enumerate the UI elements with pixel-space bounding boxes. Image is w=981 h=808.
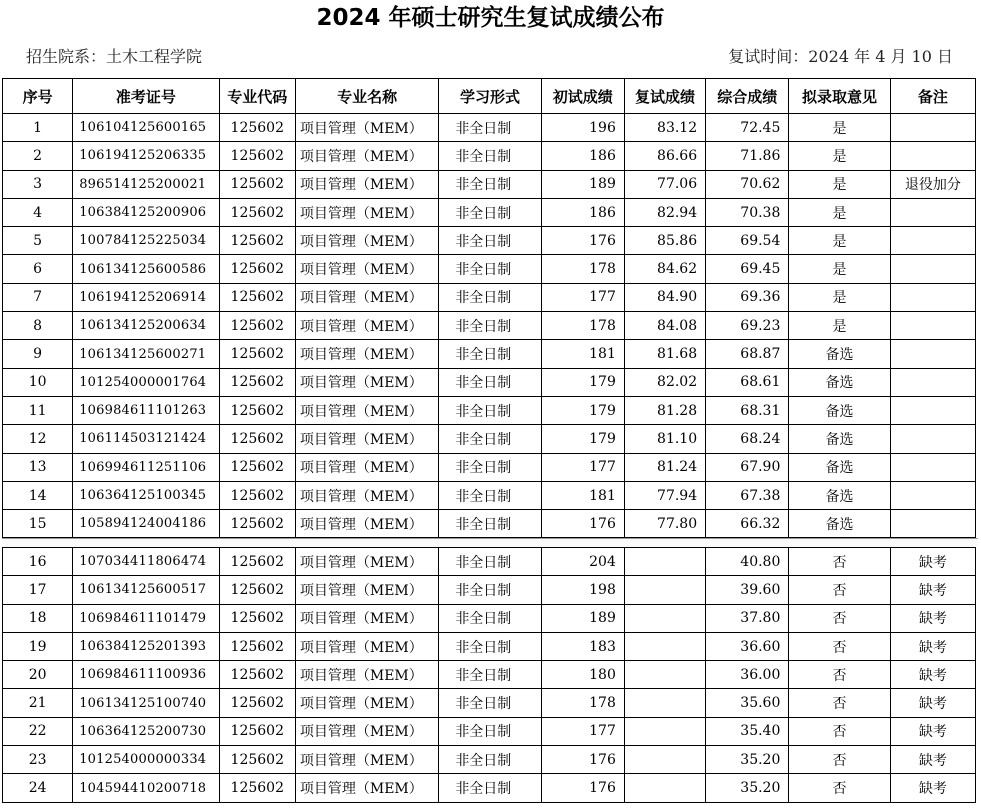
cell-exam-id: 106984611101479 [73, 604, 219, 632]
cell-exam-id: 896514125200021 [73, 170, 219, 198]
cell-total-score: 67.90 [706, 453, 789, 481]
cell-exam-id: 106194125206335 [73, 142, 219, 170]
cell-admission-decision: 否 [789, 689, 890, 717]
cell-retest-score [624, 774, 705, 802]
cell-major-name: 项目管理（MEM） [295, 283, 438, 311]
cell-initial-score: 196 [541, 114, 624, 142]
cell-idx: 5 [3, 227, 73, 255]
cell-retest-score [624, 746, 705, 774]
cell-retest-score: 84.62 [624, 255, 705, 283]
cell-idx: 8 [3, 312, 73, 340]
table-row [3, 453, 976, 481]
cell-admission-decision: 是 [789, 283, 890, 311]
cell-initial-score: 177 [541, 283, 624, 311]
table-row [3, 481, 976, 509]
cell-study-mode: 非全日制 [439, 661, 541, 689]
table-row [3, 774, 976, 802]
header-major-name: 专业名称 [295, 79, 438, 114]
cell-note: 缺考 [890, 661, 975, 689]
cell-major-name: 项目管理（MEM） [295, 340, 438, 368]
cell-total-score: 37.80 [706, 604, 789, 632]
results-table-top [2, 78, 976, 538]
cell-exam-id: 106364125100345 [73, 481, 219, 509]
cell-idx: 1 [3, 114, 73, 142]
cell-note [890, 481, 975, 509]
table-row [3, 661, 976, 689]
cell-admission-decision: 备选 [789, 340, 890, 368]
cell-exam-id: 106134125100740 [73, 689, 219, 717]
table-row [3, 425, 976, 453]
cell-note [890, 368, 975, 396]
cell-note: 退役加分 [890, 170, 975, 198]
cell-study-mode: 非全日制 [439, 481, 541, 509]
table-row [3, 510, 976, 538]
header-total-score: 综合成绩 [706, 79, 789, 114]
cell-initial-score: 181 [541, 340, 624, 368]
cell-admission-decision: 备选 [789, 368, 890, 396]
cell-exam-id: 101254000001764 [73, 368, 219, 396]
cell-major-code: 125602 [219, 283, 295, 311]
cell-exam-id: 106134125200634 [73, 312, 219, 340]
cell-total-score: 72.45 [706, 114, 789, 142]
cell-admission-decision: 是 [789, 227, 890, 255]
cell-note [890, 510, 975, 538]
table-row [3, 396, 976, 424]
cell-major-code: 125602 [219, 227, 295, 255]
cell-idx: 13 [3, 453, 73, 481]
cell-major-name: 项目管理（MEM） [295, 632, 438, 660]
cell-exam-id: 106984611101263 [73, 396, 219, 424]
cell-major-name: 项目管理（MEM） [295, 227, 438, 255]
cell-note: 缺考 [890, 717, 975, 745]
cell-initial-score: 177 [541, 717, 624, 745]
cell-study-mode: 非全日制 [439, 283, 541, 311]
cell-study-mode: 非全日制 [439, 312, 541, 340]
cell-exam-id: 106134125600271 [73, 340, 219, 368]
cell-admission-decision: 备选 [789, 481, 890, 509]
cell-admission-decision: 备选 [789, 425, 890, 453]
cell-idx: 23 [3, 746, 73, 774]
cell-study-mode: 非全日制 [439, 774, 541, 802]
table-row [3, 227, 976, 255]
cell-major-code: 125602 [219, 774, 295, 802]
cell-major-code: 125602 [219, 340, 295, 368]
cell-idx: 6 [3, 255, 73, 283]
cell-exam-id: 106134125600586 [73, 255, 219, 283]
cell-study-mode: 非全日制 [439, 368, 541, 396]
exam-time-label: 复试时间：2024 年 4 月 10 日 [728, 47, 953, 66]
cell-initial-score: 179 [541, 368, 624, 396]
cell-total-score: 70.62 [706, 170, 789, 198]
table-row [3, 283, 976, 311]
cell-total-score: 36.00 [706, 661, 789, 689]
cell-initial-score: 183 [541, 632, 624, 660]
cell-major-code: 125602 [219, 198, 295, 226]
cell-note: 缺考 [890, 548, 975, 576]
cell-initial-score: 189 [541, 170, 624, 198]
cell-total-score: 68.61 [706, 368, 789, 396]
cell-major-code: 125602 [219, 170, 295, 198]
cell-major-name: 项目管理（MEM） [295, 481, 438, 509]
cell-total-score: 35.20 [706, 746, 789, 774]
table-row [3, 689, 976, 717]
header-study-mode: 学习形式 [439, 79, 541, 114]
cell-initial-score: 178 [541, 689, 624, 717]
cell-idx: 3 [3, 170, 73, 198]
cell-admission-decision: 否 [789, 717, 890, 745]
cell-study-mode: 非全日制 [439, 746, 541, 774]
cell-study-mode: 非全日制 [439, 548, 541, 576]
page-break-divider [2, 538, 978, 547]
cell-retest-score: 81.68 [624, 340, 705, 368]
cell-admission-decision: 是 [789, 198, 890, 226]
cell-total-score: 35.60 [706, 689, 789, 717]
header-initial-score: 初试成绩 [541, 79, 624, 114]
cell-study-mode: 非全日制 [439, 114, 541, 142]
cell-study-mode: 非全日制 [439, 396, 541, 424]
cell-retest-score [624, 689, 705, 717]
cell-admission-decision: 否 [789, 661, 890, 689]
cell-idx: 10 [3, 368, 73, 396]
cell-note [890, 114, 975, 142]
cell-major-code: 125602 [219, 481, 295, 509]
cell-admission-decision: 否 [789, 604, 890, 632]
cell-note [890, 198, 975, 226]
table-row [3, 312, 976, 340]
cell-major-code: 125602 [219, 746, 295, 774]
cell-idx: 15 [3, 510, 73, 538]
header-retest-score: 复试成绩 [624, 79, 705, 114]
cell-note [890, 396, 975, 424]
cell-idx: 11 [3, 396, 73, 424]
cell-study-mode: 非全日制 [439, 170, 541, 198]
cell-idx: 7 [3, 283, 73, 311]
cell-note [890, 283, 975, 311]
cell-retest-score [624, 548, 705, 576]
cell-admission-decision: 是 [789, 114, 890, 142]
cell-total-score: 39.60 [706, 576, 789, 604]
table-row [3, 170, 976, 198]
cell-total-score: 35.20 [706, 774, 789, 802]
cell-note: 缺考 [890, 689, 975, 717]
department-label: 招生院系：土木工程学院 [26, 47, 203, 66]
header-exam-id: 准考证号 [73, 79, 219, 114]
cell-note [890, 312, 975, 340]
cell-note [890, 425, 975, 453]
cell-retest-score: 77.80 [624, 510, 705, 538]
cell-exam-id: 106194125206914 [73, 283, 219, 311]
cell-retest-score: 81.24 [624, 453, 705, 481]
table-row [3, 548, 976, 576]
cell-major-name: 项目管理（MEM） [295, 717, 438, 745]
cell-retest-score [624, 576, 705, 604]
cell-retest-score: 84.08 [624, 312, 705, 340]
cell-idx: 22 [3, 717, 73, 745]
cell-retest-score: 86.66 [624, 142, 705, 170]
cell-major-name: 项目管理（MEM） [295, 689, 438, 717]
cell-total-score: 69.36 [706, 283, 789, 311]
cell-admission-decision: 否 [789, 576, 890, 604]
cell-major-code: 125602 [219, 453, 295, 481]
cell-retest-score: 85.86 [624, 227, 705, 255]
cell-exam-id: 106384125201393 [73, 632, 219, 660]
header-major-code: 专业代码 [219, 79, 295, 114]
cell-idx: 21 [3, 689, 73, 717]
cell-total-score: 68.31 [706, 396, 789, 424]
table-row [3, 340, 976, 368]
cell-study-mode: 非全日制 [439, 227, 541, 255]
cell-major-name: 项目管理（MEM） [295, 255, 438, 283]
cell-retest-score: 77.06 [624, 170, 705, 198]
cell-major-name: 项目管理（MEM） [295, 453, 438, 481]
cell-note [890, 227, 975, 255]
cell-study-mode: 非全日制 [439, 510, 541, 538]
cell-exam-id: 106114503121424 [73, 425, 219, 453]
cell-study-mode: 非全日制 [439, 632, 541, 660]
cell-initial-score: 204 [541, 548, 624, 576]
cell-major-name: 项目管理（MEM） [295, 312, 438, 340]
table-row [3, 604, 976, 632]
results-table-bottom [2, 547, 976, 803]
cell-idx: 4 [3, 198, 73, 226]
cell-note [890, 255, 975, 283]
table-row [3, 114, 976, 142]
table-row [3, 632, 976, 660]
cell-admission-decision: 备选 [789, 396, 890, 424]
cell-total-score: 68.87 [706, 340, 789, 368]
cell-total-score: 70.38 [706, 198, 789, 226]
cell-initial-score: 177 [541, 453, 624, 481]
cell-admission-decision: 是 [789, 142, 890, 170]
cell-initial-score: 186 [541, 142, 624, 170]
cell-initial-score: 176 [541, 510, 624, 538]
cell-total-score: 40.80 [706, 548, 789, 576]
cell-retest-score [624, 632, 705, 660]
cell-major-code: 125602 [219, 689, 295, 717]
cell-initial-score: 176 [541, 227, 624, 255]
cell-total-score: 69.54 [706, 227, 789, 255]
cell-total-score: 71.86 [706, 142, 789, 170]
cell-major-name: 项目管理（MEM） [295, 396, 438, 424]
cell-retest-score: 77.94 [624, 481, 705, 509]
cell-initial-score: 181 [541, 481, 624, 509]
cell-major-name: 项目管理（MEM） [295, 425, 438, 453]
cell-major-code: 125602 [219, 632, 295, 660]
cell-study-mode: 非全日制 [439, 576, 541, 604]
cell-initial-score: 179 [541, 425, 624, 453]
cell-major-code: 125602 [219, 255, 295, 283]
cell-admission-decision: 是 [789, 255, 890, 283]
cell-major-name: 项目管理（MEM） [295, 576, 438, 604]
cell-admission-decision: 是 [789, 170, 890, 198]
cell-major-name: 项目管理（MEM） [295, 170, 438, 198]
cell-retest-score: 84.90 [624, 283, 705, 311]
cell-retest-score: 82.94 [624, 198, 705, 226]
cell-exam-id: 107034411806474 [73, 548, 219, 576]
cell-major-name: 项目管理（MEM） [295, 114, 438, 142]
cell-study-mode: 非全日制 [439, 604, 541, 632]
cell-major-code: 125602 [219, 368, 295, 396]
cell-retest-score: 81.10 [624, 425, 705, 453]
cell-initial-score: 186 [541, 198, 624, 226]
cell-major-name: 项目管理（MEM） [295, 661, 438, 689]
cell-major-code: 125602 [219, 661, 295, 689]
table-row [3, 368, 976, 396]
cell-total-score: 69.45 [706, 255, 789, 283]
cell-initial-score: 180 [541, 661, 624, 689]
cell-admission-decision: 否 [789, 774, 890, 802]
cell-total-score: 67.38 [706, 481, 789, 509]
cell-exam-id: 106384125200906 [73, 198, 219, 226]
cell-total-score: 69.23 [706, 312, 789, 340]
cell-study-mode: 非全日制 [439, 340, 541, 368]
table-row [3, 142, 976, 170]
cell-admission-decision: 是 [789, 312, 890, 340]
cell-major-code: 125602 [219, 604, 295, 632]
cell-idx: 19 [3, 632, 73, 660]
cell-initial-score: 198 [541, 576, 624, 604]
header-idx: 序号 [3, 79, 73, 114]
cell-idx: 24 [3, 774, 73, 802]
cell-major-name: 项目管理（MEM） [295, 510, 438, 538]
cell-retest-score: 82.02 [624, 368, 705, 396]
cell-major-name: 项目管理（MEM） [295, 198, 438, 226]
cell-note [890, 453, 975, 481]
cell-note: 缺考 [890, 632, 975, 660]
cell-idx: 2 [3, 142, 73, 170]
cell-initial-score: 178 [541, 255, 624, 283]
cell-note: 缺考 [890, 576, 975, 604]
table-row [3, 576, 976, 604]
cell-retest-score [624, 661, 705, 689]
cell-major-code: 125602 [219, 142, 295, 170]
cell-idx: 17 [3, 576, 73, 604]
cell-study-mode: 非全日制 [439, 425, 541, 453]
cell-note: 缺考 [890, 604, 975, 632]
cell-major-code: 125602 [219, 510, 295, 538]
cell-study-mode: 非全日制 [439, 198, 541, 226]
cell-study-mode: 非全日制 [439, 453, 541, 481]
cell-exam-id: 100784125225034 [73, 227, 219, 255]
cell-total-score: 68.24 [706, 425, 789, 453]
cell-initial-score: 176 [541, 746, 624, 774]
cell-exam-id: 106134125600517 [73, 576, 219, 604]
cell-admission-decision: 否 [789, 632, 890, 660]
cell-note [890, 340, 975, 368]
cell-admission-decision: 否 [789, 548, 890, 576]
cell-major-code: 125602 [219, 396, 295, 424]
cell-retest-score [624, 717, 705, 745]
cell-total-score: 35.40 [706, 717, 789, 745]
cell-major-name: 项目管理（MEM） [295, 774, 438, 802]
cell-major-code: 125602 [219, 312, 295, 340]
cell-retest-score: 81.28 [624, 396, 705, 424]
cell-exam-id: 101254000000334 [73, 746, 219, 774]
cell-major-code: 125602 [219, 576, 295, 604]
cell-exam-id: 106364125200730 [73, 717, 219, 745]
cell-initial-score: 179 [541, 396, 624, 424]
table-row [3, 746, 976, 774]
cell-major-name: 项目管理（MEM） [295, 368, 438, 396]
cell-idx: 9 [3, 340, 73, 368]
cell-idx: 14 [3, 481, 73, 509]
cell-major-code: 125602 [219, 717, 295, 745]
cell-major-name: 项目管理（MEM） [295, 746, 438, 774]
cell-exam-id: 106984611100936 [73, 661, 219, 689]
cell-retest-score: 83.12 [624, 114, 705, 142]
header-admission-decision: 拟录取意见 [789, 79, 890, 114]
cell-idx: 16 [3, 548, 73, 576]
cell-note: 缺考 [890, 746, 975, 774]
cell-idx: 18 [3, 604, 73, 632]
cell-idx: 12 [3, 425, 73, 453]
cell-total-score: 66.32 [706, 510, 789, 538]
cell-initial-score: 178 [541, 312, 624, 340]
cell-total-score: 36.60 [706, 632, 789, 660]
page-title: 2024 年硕士研究生复试成绩公布 [316, 5, 665, 31]
cell-major-name: 项目管理（MEM） [295, 548, 438, 576]
cell-major-code: 125602 [219, 425, 295, 453]
cell-note [890, 142, 975, 170]
cell-admission-decision: 备选 [789, 510, 890, 538]
cell-admission-decision: 备选 [789, 453, 890, 481]
table-row [3, 717, 976, 745]
cell-initial-score: 189 [541, 604, 624, 632]
cell-exam-id: 104594410200718 [73, 774, 219, 802]
cell-study-mode: 非全日制 [439, 689, 541, 717]
cell-major-code: 125602 [219, 114, 295, 142]
cell-major-name: 项目管理（MEM） [295, 142, 438, 170]
cell-note: 缺考 [890, 774, 975, 802]
cell-retest-score [624, 604, 705, 632]
cell-admission-decision: 否 [789, 746, 890, 774]
cell-exam-id: 106104125600165 [73, 114, 219, 142]
cell-major-code: 125602 [219, 548, 295, 576]
cell-study-mode: 非全日制 [439, 255, 541, 283]
cell-study-mode: 非全日制 [439, 717, 541, 745]
cell-study-mode: 非全日制 [439, 142, 541, 170]
table-row [3, 255, 976, 283]
table-row [3, 198, 976, 226]
header-note: 备注 [890, 79, 975, 114]
cell-initial-score: 176 [541, 774, 624, 802]
cell-major-name: 项目管理（MEM） [295, 604, 438, 632]
table-header-row [3, 79, 976, 114]
cell-exam-id: 106994611251106 [73, 453, 219, 481]
cell-idx: 20 [3, 661, 73, 689]
cell-exam-id: 105894124004186 [73, 510, 219, 538]
